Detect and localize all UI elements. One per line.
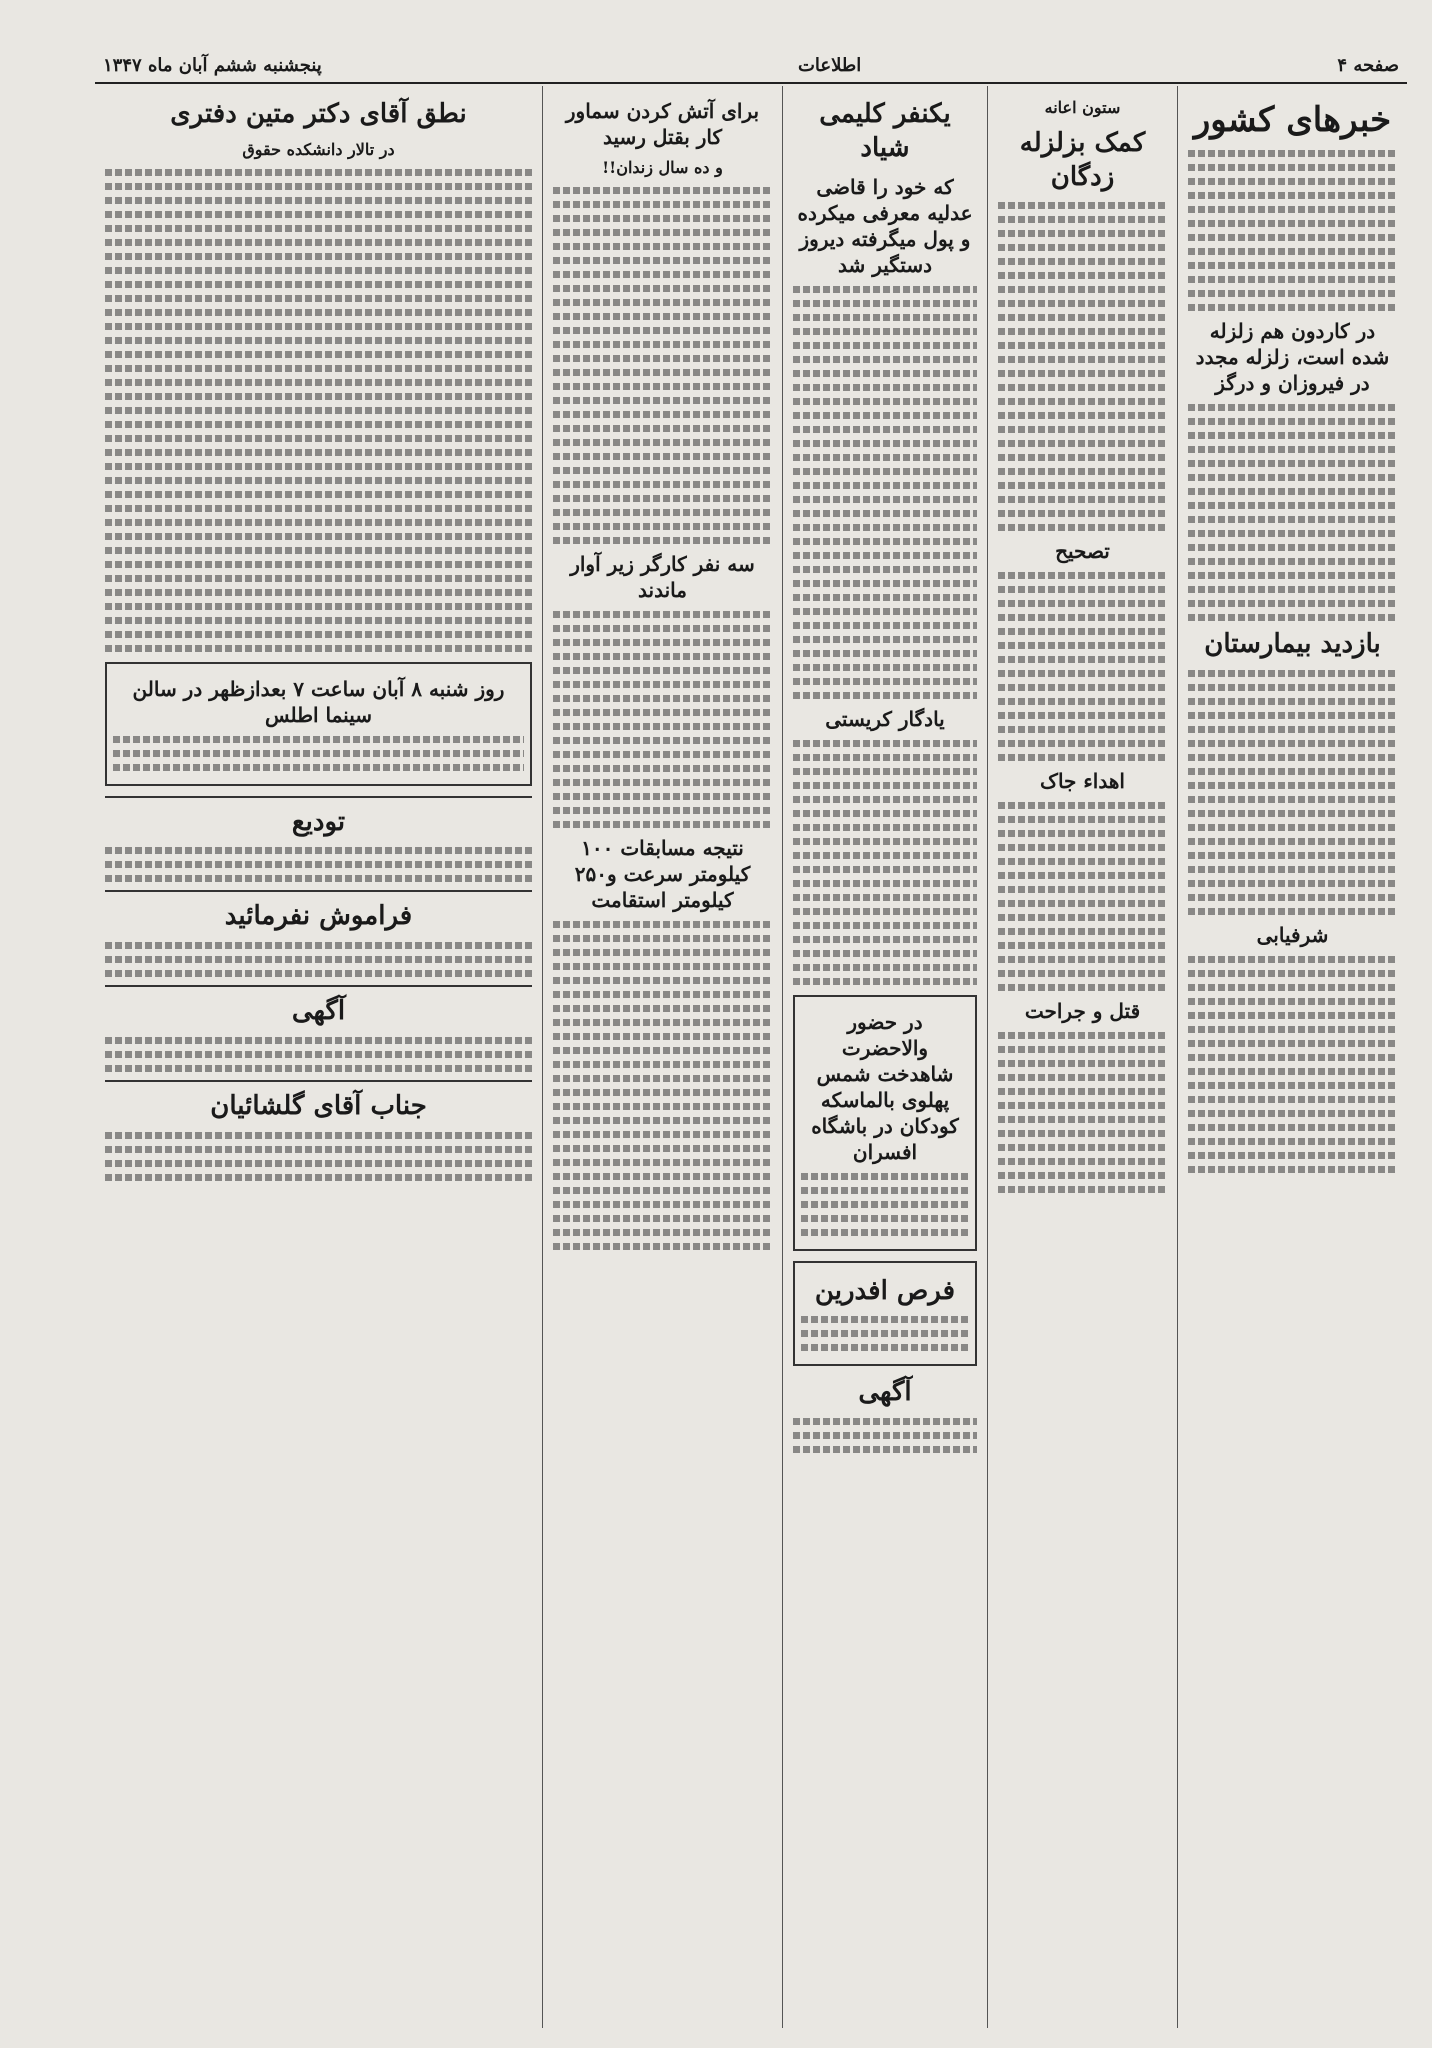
col2-sub2: اهداء جاک (1040, 769, 1125, 794)
text-block (553, 611, 772, 828)
issue-date: پنجشنبه ششم آبان ماه ۱۳۴۷ (103, 54, 322, 76)
column-1 (1177, 86, 1407, 2028)
col1-sub3: شرفیابی (1256, 922, 1329, 947)
text-block (793, 286, 977, 699)
divider (105, 985, 532, 987)
text-block (998, 802, 1167, 991)
col3-ad2-title: آگهی (858, 1377, 912, 1408)
masthead (95, 48, 1407, 84)
col5-ad5-title: جناب آقای گلشائیان (210, 1090, 427, 1121)
text-block (801, 1316, 969, 1351)
col3-box (793, 995, 977, 1251)
text-block (998, 1032, 1167, 1193)
col2-sub3: قتل و جراحت (1024, 999, 1141, 1024)
paper-name: اطلاعات (797, 54, 862, 76)
text-block (1188, 670, 1397, 915)
column-2 (987, 86, 1177, 2028)
text-block (105, 847, 532, 882)
text-block (105, 169, 532, 652)
divider (105, 796, 532, 798)
col1-title: خبرهای کشور (1193, 100, 1392, 140)
col4-sub2: سه نفر کارگر زیر آوار ماندند (570, 551, 755, 602)
divider (105, 1080, 532, 1082)
text-block (553, 187, 772, 544)
col3-ad1-title: فرص افدرین (814, 1275, 956, 1306)
col1-sub2: بازدید بیمارستان (1204, 629, 1381, 660)
text-block (105, 1037, 532, 1072)
text-block (1188, 404, 1397, 621)
text-block (793, 740, 977, 985)
col2-sub1: تصحیح (1055, 539, 1110, 564)
col3-ad1 (793, 1261, 977, 1367)
col5-ad1-title: روز شنبه ۸ آبان ساعت ۷ بعدازظهر در سالن سینما اطلس (132, 676, 505, 727)
text-block (1188, 956, 1397, 1173)
col3-sub2: یادگار کریستی (825, 706, 945, 731)
text-block (801, 1173, 969, 1236)
col5-ad1 (105, 662, 532, 786)
column-3 (782, 86, 987, 2028)
col4-sub1: و ده سال زندان!! (602, 158, 723, 177)
col2-title: کمک بزلزله زدگان (1019, 127, 1146, 192)
text-block (553, 921, 772, 1250)
page-number: صفحه ۴ (1337, 54, 1399, 76)
col5-sub: در تالار دانشکده حقوق (242, 139, 395, 159)
col3-sub1: که خود را قاضی عدلیه معرفی میکرده و پول میگرفته دیروز دستگیر شد (797, 174, 973, 277)
col4-sub3: نتیجه مسابقات ۱۰۰ کیلومتر سرعت و۲۵۰ کیلومتر استقامت (574, 835, 751, 912)
col3-box-title: در حضور والاحضرت شاهدخت شمس پهلوی بالماسکه کودکان در باشگاه افسران (811, 1009, 959, 1164)
col2-label: ستون اعانه (1044, 98, 1121, 117)
text-block (998, 202, 1167, 531)
col5-ad2-title: توديع (291, 806, 346, 837)
text-block (113, 736, 524, 771)
text-block (793, 1418, 977, 1453)
divider (105, 890, 532, 892)
col4-title: برای آتش کردن سماور کار بقتل رسید (565, 99, 760, 149)
column-5 (95, 86, 542, 2028)
text-block (105, 942, 532, 977)
text-block (998, 572, 1167, 761)
column-4 (542, 86, 782, 2028)
col5-ad3-title: فراموش نفرمائید (224, 901, 413, 932)
col1-sub1: در کاردون هم زلزله شده است، زلزله مجدد در فیروزان و درگز (1195, 319, 1390, 396)
text-block (105, 1132, 532, 1181)
col5-ad4-title: آگهی (291, 996, 346, 1027)
text-block (1188, 150, 1397, 311)
col5-title: نطق آقای دکتر متین دفتری (170, 99, 467, 129)
col3-title: یکنفر کلیمی شیاد (819, 99, 951, 163)
